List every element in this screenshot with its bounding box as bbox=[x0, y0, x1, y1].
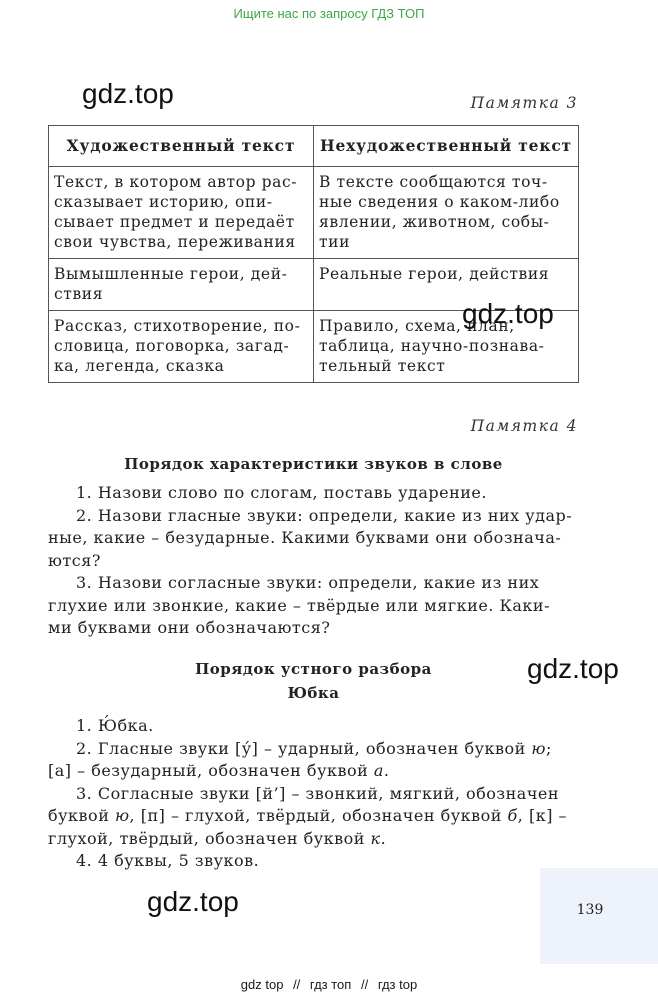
cell-line: тельный текст bbox=[319, 357, 446, 375]
footer-link[interactable]: гдз top bbox=[377, 977, 418, 992]
oral-analysis-word: Юбка bbox=[287, 684, 340, 702]
instruction-line: 1. Назови слово по слогам, поставь ударение. bbox=[76, 483, 487, 502]
table-header-row bbox=[49, 126, 579, 167]
memo-4-label: Памятка 4 bbox=[470, 417, 578, 435]
cell-line: таблица, научно-познава- bbox=[319, 337, 545, 355]
footer-link[interactable]: гдз топ bbox=[309, 977, 352, 992]
cell-line: Реальные герои, действия bbox=[319, 265, 550, 283]
instruction-line: глухие или звонкие, какие – твёрдые или мягкие. Каки- bbox=[48, 595, 550, 615]
step-text: буквой bbox=[48, 806, 115, 825]
step-text: , [п] – глухой, твёрдый, обозначен буквой bbox=[129, 806, 508, 825]
cell-line: словица, поговорка, загад- bbox=[54, 337, 290, 355]
step-line: 4. 4 буквы, 5 звуков. bbox=[76, 851, 260, 870]
cell-line: Вымышленные герои, дей- bbox=[54, 265, 288, 283]
instruction-line: ются? bbox=[48, 550, 101, 570]
cell-line: ствия bbox=[54, 285, 104, 303]
cell-line: свои чувства, переживания bbox=[54, 233, 296, 251]
letter-italic: ю bbox=[114, 806, 130, 825]
cell-line: ные сведения о каком-либо bbox=[319, 193, 560, 211]
oral-analysis-heading: Порядок устного разбора bbox=[195, 660, 432, 678]
instruction-line: ми буквами они обозначаются? bbox=[48, 618, 331, 637]
letter-italic: ю bbox=[531, 738, 546, 758]
instruction-line: ные, какие – безударные. Какими буквами они обознача- bbox=[48, 528, 562, 547]
bottom-links bbox=[0, 977, 658, 992]
sounds-instructions bbox=[48, 482, 579, 640]
cell-line: Правило, схема, план, bbox=[319, 317, 515, 335]
cell-line: В тексте сообщаются точ- bbox=[319, 173, 548, 191]
step-line bbox=[48, 715, 579, 738]
footer-separator: // bbox=[293, 977, 301, 992]
instruction-line: 3. Назови согласные звуки: определи, какие из них bbox=[76, 573, 540, 592]
step-punct: ; bbox=[545, 738, 552, 758]
letter-italic: б bbox=[507, 806, 518, 825]
step-line bbox=[48, 828, 579, 851]
page-number: 139 bbox=[576, 902, 604, 918]
instruction-line: 2. Назови гласные звуки: определи, какие из них удар- bbox=[76, 505, 573, 525]
table-row bbox=[49, 167, 579, 259]
table-cell bbox=[49, 259, 314, 311]
footer-separator: // bbox=[360, 977, 369, 992]
step-line bbox=[48, 805, 579, 828]
cell-line: явлении, животном, собы- bbox=[319, 213, 550, 231]
table-cell bbox=[314, 167, 579, 259]
sounds-heading: Порядок характеристики звуков в слове bbox=[124, 455, 503, 473]
memo-3-label: Памятка 3 bbox=[470, 94, 578, 112]
cell-line: ка, легенда, сказка bbox=[54, 357, 225, 375]
footer-link[interactable]: gdz top bbox=[240, 977, 284, 992]
table-cell bbox=[49, 167, 314, 259]
watermark-logo: gdz.top bbox=[527, 653, 619, 684]
text-types-table bbox=[48, 125, 579, 383]
table-cell bbox=[49, 311, 314, 383]
step-punct: . bbox=[380, 828, 387, 848]
cell-line: сказывает историю, опи- bbox=[54, 193, 273, 211]
step-line bbox=[48, 738, 579, 761]
step-text: глухой, твёрдый, обозначен буквой bbox=[48, 828, 371, 848]
header-fiction: Художественный текст bbox=[49, 126, 314, 167]
watermark-logo: gdz.top bbox=[462, 298, 554, 329]
step-prefix: 1. bbox=[76, 716, 98, 735]
step-punct: . bbox=[148, 716, 154, 735]
step-text: [а] – безударный, обозначен буквой bbox=[48, 761, 374, 780]
oral-analysis-steps bbox=[48, 715, 579, 873]
step-line: 3. Согласные звуки [й’] – звонкий, мягкий, обозначен bbox=[76, 783, 560, 803]
step-word: Ю́бка bbox=[97, 716, 149, 735]
step-punct: . bbox=[383, 761, 390, 780]
step-text: 2. Гласные звуки [у́] – ударный, обозначен буквой bbox=[76, 738, 532, 758]
header-nonfiction: Нехудожественный текст bbox=[314, 126, 579, 167]
cell-line: сывает предмет и передаёт bbox=[54, 213, 295, 231]
top-banner-link[interactable]: Ищите нас по запросу ГДЗ ТОП bbox=[233, 6, 425, 21]
letter-italic: к bbox=[370, 828, 381, 848]
watermark-logo: gdz.top bbox=[82, 78, 174, 109]
cell-line: тии bbox=[319, 233, 351, 251]
step-line bbox=[48, 760, 579, 783]
step-text: , [к] – bbox=[517, 806, 568, 825]
cell-line: Текст, в котором автор рас- bbox=[54, 173, 298, 191]
cell-line: Рассказ, стихотворение, по- bbox=[54, 317, 301, 335]
watermark-logo: gdz.top bbox=[147, 886, 239, 917]
letter-italic: а bbox=[373, 761, 384, 780]
